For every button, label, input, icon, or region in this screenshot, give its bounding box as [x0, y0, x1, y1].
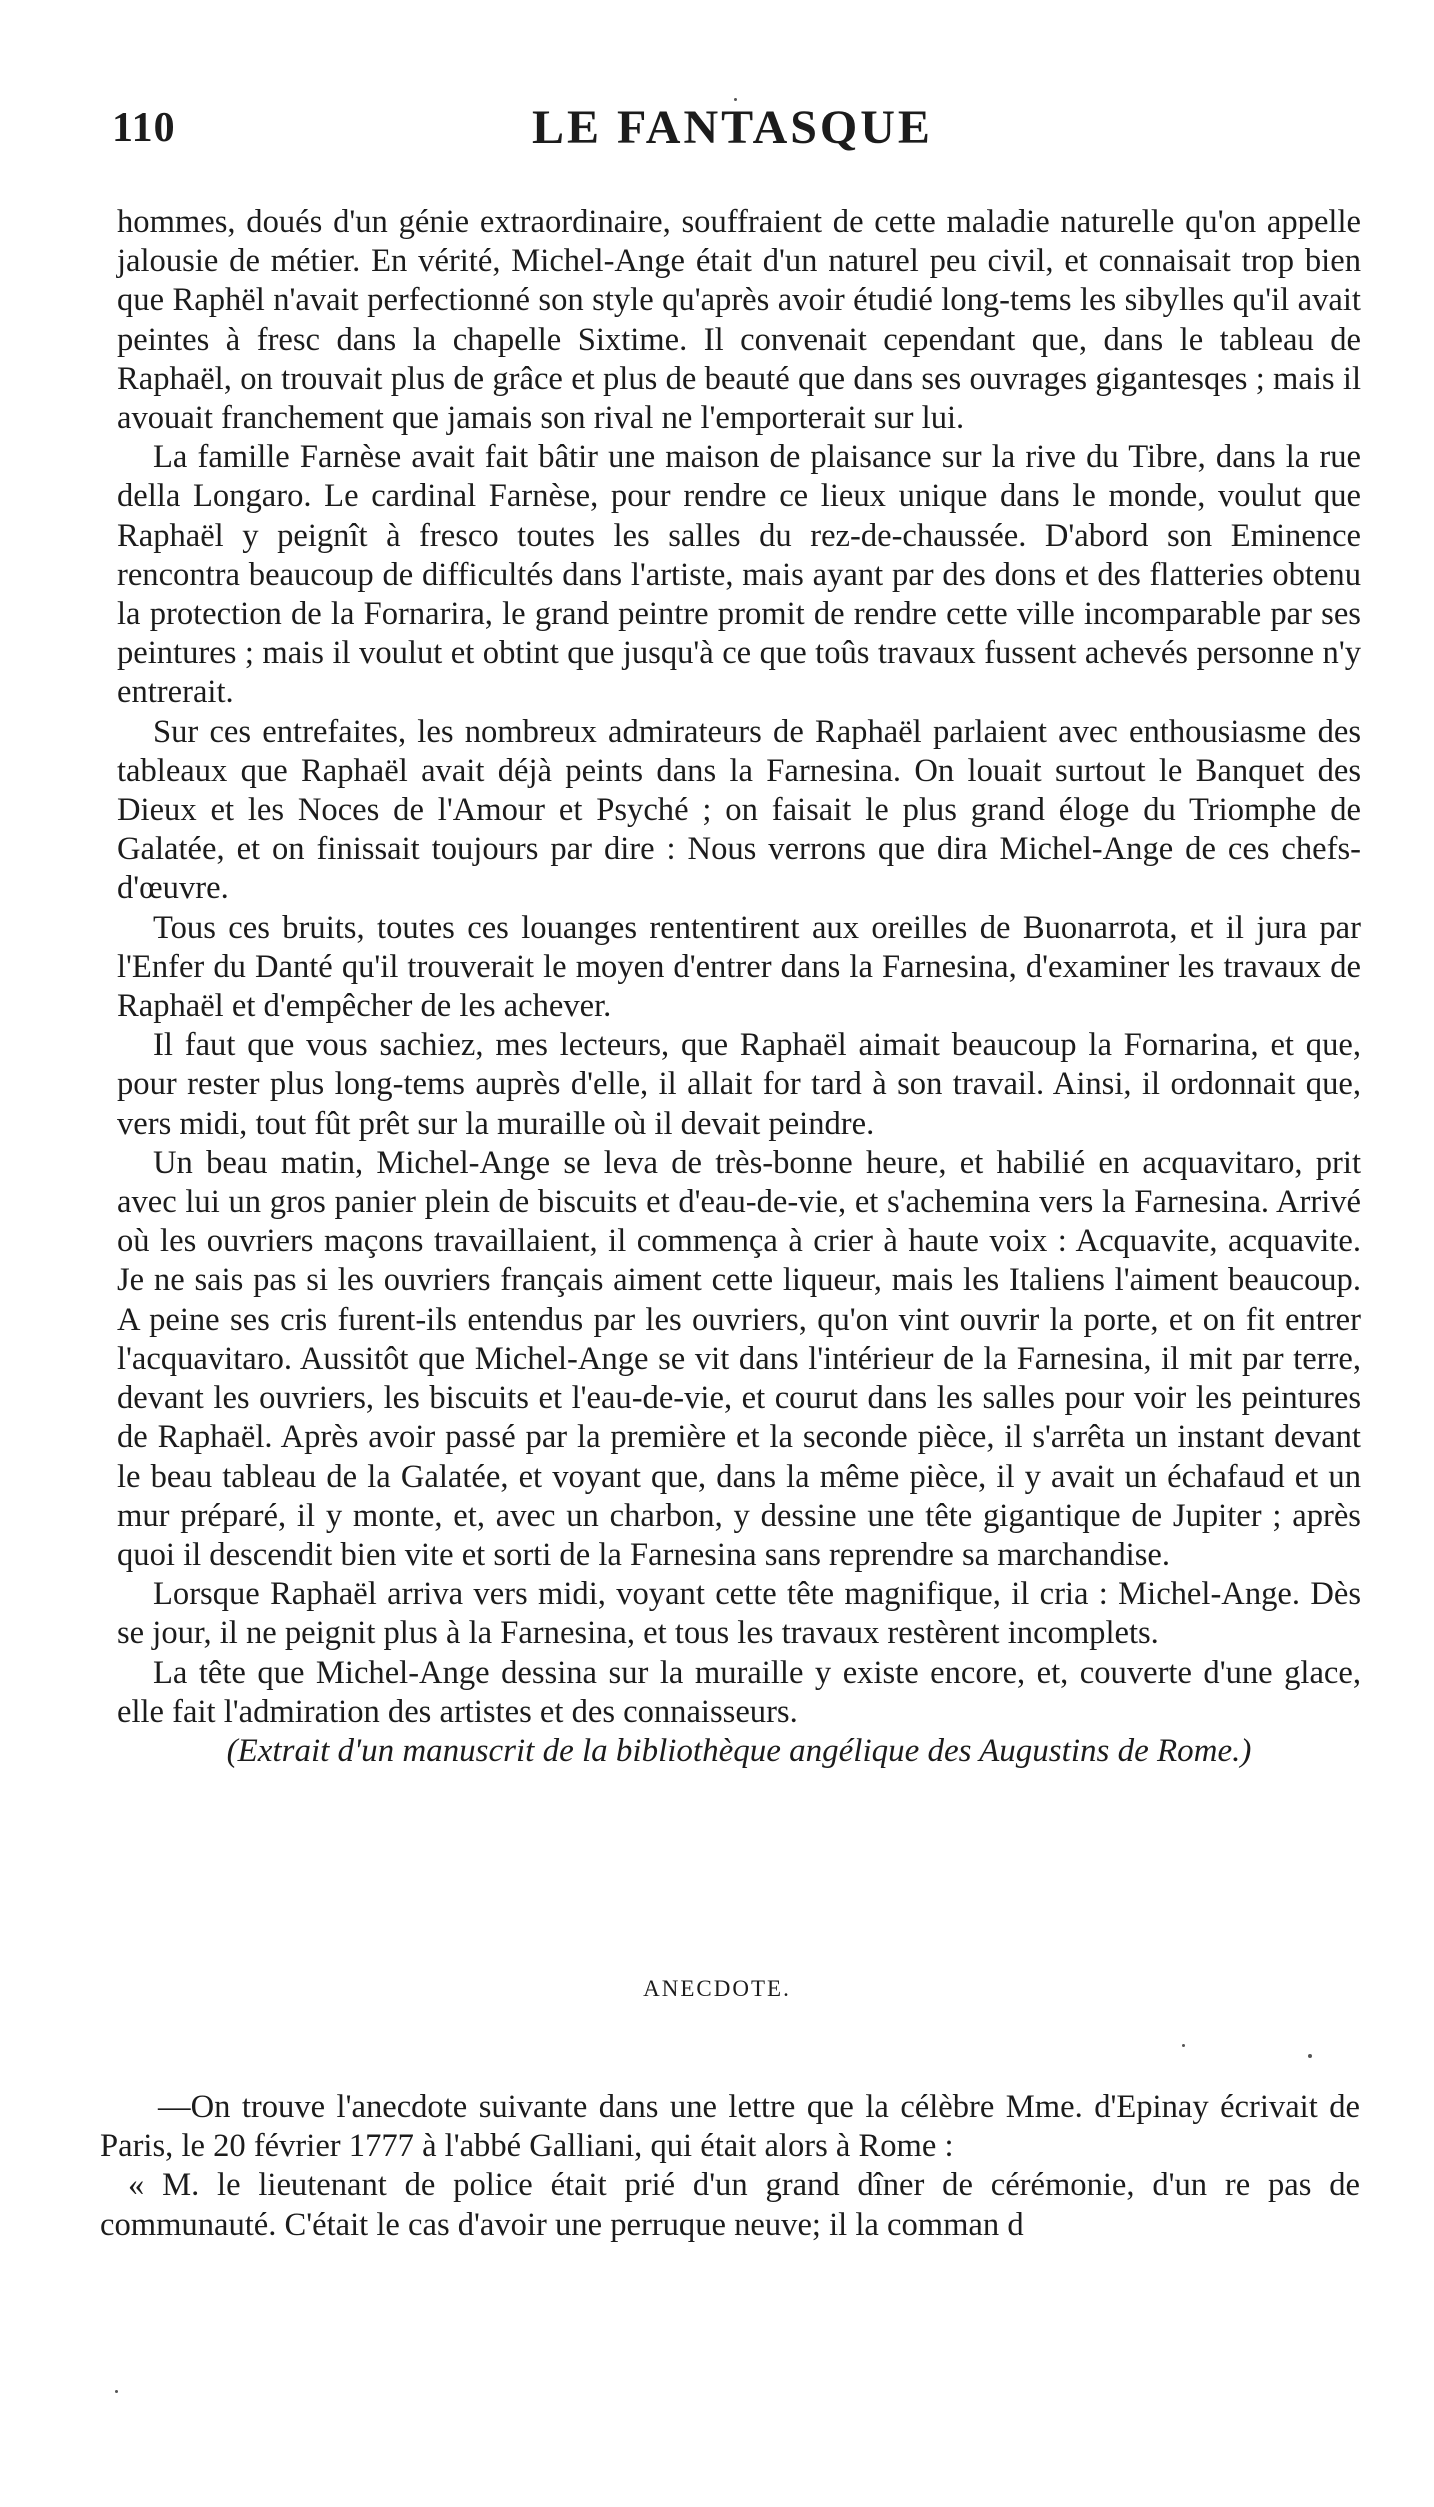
- source-note: (Extrait d'un manuscrit de la bibliothèque angélique des Augustins de Rome.): [226, 1732, 1252, 1769]
- print-speck: [115, 2390, 118, 2393]
- article-body: [117, 203, 1361, 1771]
- paragraph: La tête que Michel-Ange dessina sur la muraille y existe encore, et, couverte d'une glace, elle fait l'admiration des artistes et des connaisseurs.: [117, 1654, 1361, 1730]
- anecdote-body: [100, 2088, 1360, 2245]
- print-speck: [1182, 2044, 1185, 2047]
- section-heading: ANECDOTE.: [643, 1976, 791, 2001]
- paragraph: Lorsque Raphaël arriva vers midi, voyant cette tête magnifique, il cria : Michel-Ange. Dès se jour, il ne peignit plus à la Farnesina, et tous les travaux restèrent incomplets.: [117, 1576, 1361, 1652]
- page-header: [112, 100, 1352, 160]
- paragraph: Un beau matin, Michel-Ange se leva de très-bonne heure, et habilié en acquavitaro, prit avec lui un gros panier plein de biscuits et d'eau-de-vie, et s'achemina vers la Farnesina. Arrivé où les ouvriers maçons travaillaient, il commença à crier à haute voix : Acquavite, acquavite. Je ne sais pas si les ouvriers français aiment cette liqueur, mais les Italiens l'aiment beaucoup. A peine ses cris furent-ils entendus par les ouvriers, qu'on vint ouvrir la porte, et on fit entrer l'acquavitaro. Aussitôt que Michel-Ange se vit dans l'intérieur de la Farnesina, il mit par terre, devant les ouvriers, les biscuits et l'eau-de-vie, et courut dans les salles pour voir les peintures de Raphaël. Après avoir passé par la première et la seconde pièce, il s'arrêta un instant devant le beau tableau de la Galatée, et voyant que, dans la même pièce, il y avait un échafaud et un mur préparé, il y monte, et, avec un charbon, y dessine une tête gigantique de Jupiter ; après quoi il descendit bien vite et sorti de la Farnesina sans reprendre sa marchandise.: [117, 1144, 1361, 1573]
- page-number: 110: [112, 105, 176, 151]
- paragraph: La famille Farnèse avait fait bâtir une maison de plaisance sur la rive du Tibre, dans la rue della Longaro. Le cardinal Farnèse, pour rendre ce lieux unique dans le monde, voulut que Raphaël y peignît à fresco toutes les salles du rez-de-chaussée. D'abord son Eminence rencontra beaucoup de difficultés dans l'artiste, mais ayant par des dons et des flatteries obtenu la protection de la Fornarira, le grand peintre promit de rendre cette ville incomparable par ses peintures ; mais il voulut et obtint que jusqu'à ce que toûs travaux fussent achevés personne n'y entrerait.: [117, 439, 1361, 711]
- print-speck: [734, 98, 737, 101]
- print-speck: [1308, 2054, 1312, 2058]
- anecdote-quote: « M. le lieutenant de police était prié d'un grand dîner de cérémonie, d'un re pas de communauté. C'était le cas d'avoir une perruque neuve; il la comman d: [100, 2167, 1360, 2243]
- anecdote-intro: —On trouve l'anecdote suivante dans une lettre que la célèbre Mme. d'Epinay écrivait de Paris, le 20 février 1777 à l'abbé Galliani, qui était alors à Rome :: [100, 2089, 1360, 2165]
- paragraph: Tous ces bruits, toutes ces louanges rententirent aux oreilles de Buonarrota, et il jura par l'Enfer du Danté qu'il trouverait le moyen d'entrer dans la Farnesina, d'examiner les travaux de Raphaël et d'empêcher de les achever.: [117, 909, 1361, 1025]
- paragraph: Il faut que vous sachiez, mes lecteurs, que Raphaël aimait beaucoup la Fornarina, et que, pour rester plus long-tems auprès d'elle, il allait for tard à son travail. Ainsi, il ordonnait que, vers midi, tout fût prêt sur la muraille où il devait peindre.: [117, 1027, 1361, 1142]
- paragraph: Sur ces entrefaites, les nombreux admirateurs de Raphaël parlaient avec enthousiasme des tableaux que Raphaël avait déjà peints dans la Farnesina. On louait surtout le Banquet des Dieux et les Noces de l'Amour et Psyché ; on faisait le plus grand éloge du Triomphe de Galatée, et on finissait toujours par dire : Nous verrons que dira Michel-Ange de ces chefs-d'œuvre.: [117, 713, 1361, 907]
- paragraph: hommes, doués d'un génie extraordinaire, souffraient de cette maladie naturelle qu'on appelle jalousie de métier. En vérité, Michel-Ange était d'un naturel peu civil, et connaisait trop bien que Raphël n'avait perfectionné son style qu'après avoir étudié long-tems les sibylles qu'il avait peintes à fresc dans la chapelle Sixtime. Il convenait cependant que, dans le tableau de Raphaël, on trouvait plus de grâce et plus de beauté que dans ses ouvrages gigantesqes ; mais il avouait franchement que jamais son rival ne l'emporterait sur lui.: [117, 204, 1361, 437]
- running-title: LE FANTASQUE: [532, 101, 933, 154]
